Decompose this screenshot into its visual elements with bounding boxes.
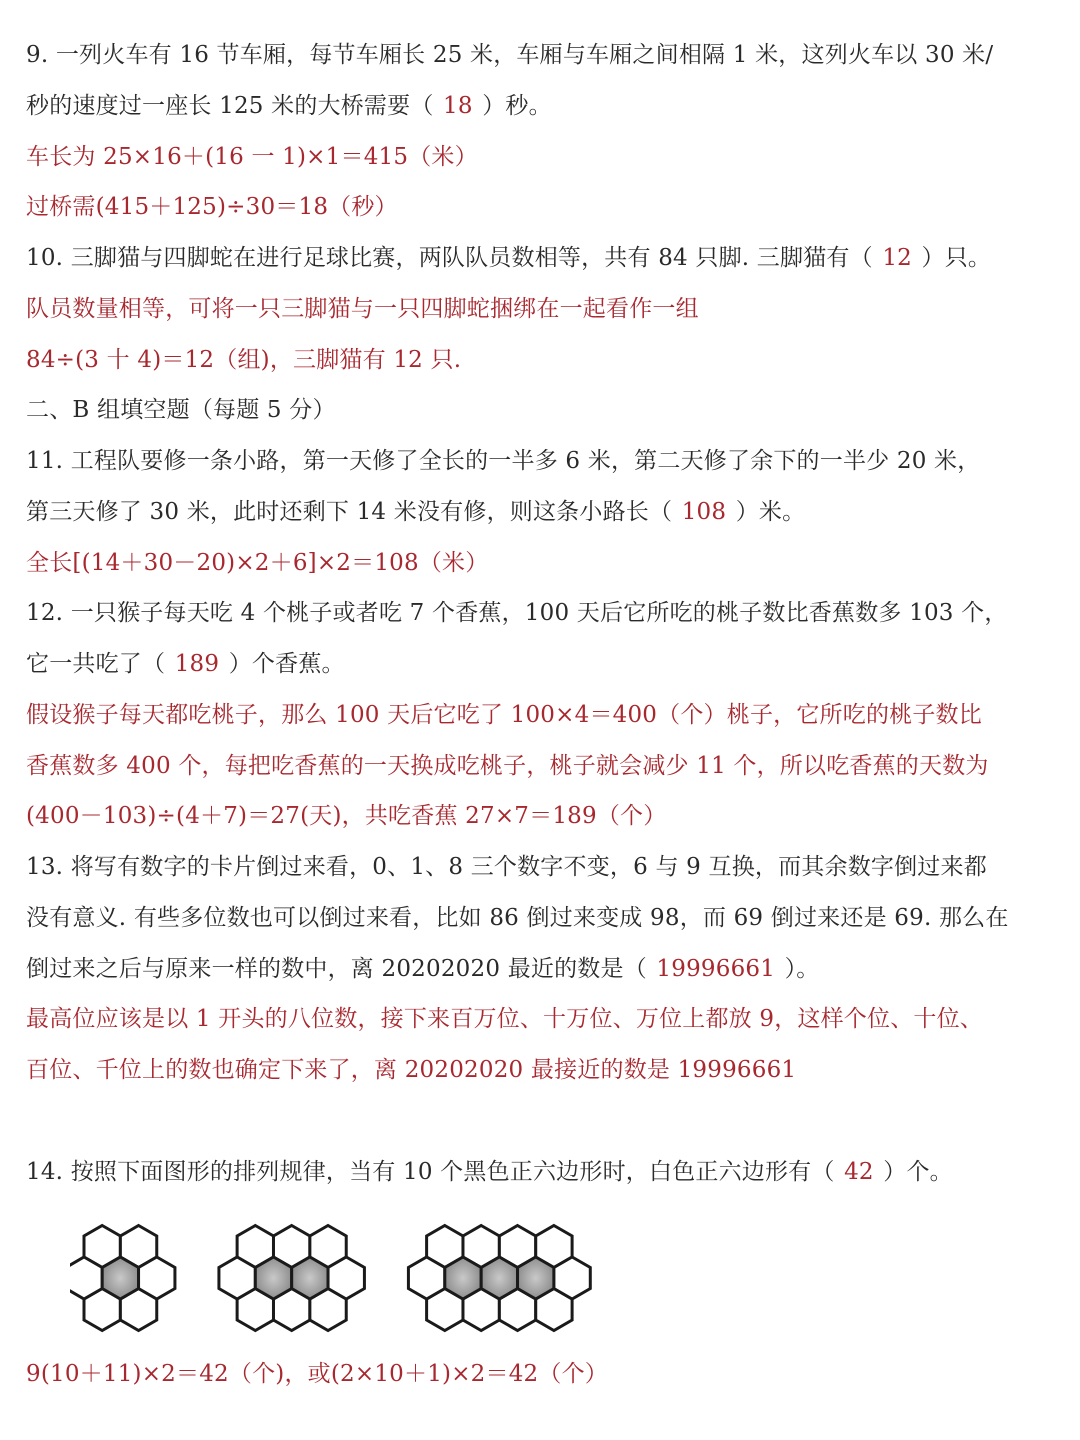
q12-solution-3: (400－103)÷(4＋7)＝27(天)，共吃香蕉 27×7＝189（个） xyxy=(26,803,667,829)
white-hexagon xyxy=(219,1257,255,1299)
q10-solution-2: 84÷(3 十 4)＝12（组)，三脚猫有 12 只. xyxy=(26,347,462,373)
q14-line1-post: ）个。 xyxy=(875,1159,953,1185)
black-hexagon xyxy=(255,1257,291,1299)
q11-line2 xyxy=(26,495,1072,529)
section-title: 二、B 组填空题（每题 5 分） xyxy=(26,397,336,423)
q9-solution-2: 过桥需(415＋125)÷30＝18（秒） xyxy=(26,194,398,220)
white-hexagon xyxy=(70,1257,102,1299)
black-hexagon xyxy=(445,1257,481,1299)
q14-answer: 42 xyxy=(844,1159,874,1185)
white-hexagon xyxy=(328,1257,364,1299)
q9-solution-1: 车长为 25×16＋(16 一 1)×1＝415（米） xyxy=(26,144,478,170)
q14-line1 xyxy=(26,1155,1072,1189)
q13-line3-post: ）。 xyxy=(777,956,820,982)
q12-line2-post: ）个香蕉。 xyxy=(221,651,345,677)
q11-solution-1: 全长[(14＋30－20)×2＋6]×2＝108（米） xyxy=(26,550,489,576)
q13-line3 xyxy=(26,952,1072,986)
q9-answer: 18 xyxy=(443,93,473,119)
q10-line1-post: ）只。 xyxy=(913,245,992,271)
q12-line2-pre: 它一共吃了（ xyxy=(26,651,173,677)
white-hexagon xyxy=(408,1257,444,1299)
q13-solution-1: 最高位应该是以 1 开头的八位数，接下来百万位、十万位、万位上都放 9，这样个位、十位、 xyxy=(26,1006,983,1032)
q9-line1: 9. 一列火车有 16 节车厢，每节车厢长 25 米，车厢与车厢之间相隔 1 米，这列火车以 30 米/ xyxy=(26,42,994,68)
q11-line2-post: ）米。 xyxy=(728,499,806,525)
q13-solution-2: 百位、千位上的数也确定下来了，离 20202020 最接近的数是 19996661 xyxy=(26,1057,797,1083)
q9-line2-post: ）秒。 xyxy=(474,93,552,119)
black-hexagon xyxy=(481,1257,517,1299)
q11-line2-pre: 第三天修了 30 米，此时还剩下 14 米没有修，则这条小路长（ xyxy=(26,499,680,525)
q13-answer: 19996661 xyxy=(656,956,776,982)
white-hexagon xyxy=(554,1257,590,1299)
black-hexagon xyxy=(102,1257,138,1299)
q13-line3-pre: 倒过来之后与原来一样的数中，离 20202020 最近的数是（ xyxy=(26,956,655,982)
q12-solution-2: 香蕉数多 400 个，每把吃香蕉的一天换成吃桃子，桃子就会减少 11 个，所以吃香蕉的天数为 xyxy=(26,753,989,779)
q12-line1: 12. 一只猴子每天吃 4 个桃子或者吃 7 个香蕉，100 天后它所吃的桃子数比香蕉数多 103 个， xyxy=(26,600,1008,626)
q12-line2 xyxy=(26,647,1072,681)
white-hexagon xyxy=(139,1257,175,1299)
q12-solution-1: 假设猴子每天都吃桃子，那么 100 天后它吃了 100×4＝400（个）桃子，它所吃的桃子数比 xyxy=(26,702,982,728)
black-hexagon xyxy=(518,1257,554,1299)
q14-line1-pre: 14. 按照下面图形的排列规律，当有 10 个黑色正六边形时，白色正六边形有（ xyxy=(26,1159,843,1185)
q14-solution-1: 9(10＋11)×2＝42（个)，或(2×10＋1)×2＝42（个） xyxy=(26,1361,608,1387)
q11-answer: 108 xyxy=(681,499,727,525)
q9-line2-pre: 秒的速度过一座长 125 米的大桥需要（ xyxy=(26,93,442,119)
q12-answer: 189 xyxy=(174,651,220,677)
q13-line2: 没有意义. 有些多位数也可以倒过来看，比如 86 倒过来变成 98，而 69 倒过来还是 69. 那么在 xyxy=(26,905,1009,931)
hexagon-pattern-figure xyxy=(70,1208,710,1348)
q10-answer: 12 xyxy=(882,245,912,271)
q10-line1-pre: 10. 三脚猫与四脚蛇在进行足球比赛，两队队员数相等，共有 84 只脚. 三脚猫有（ xyxy=(26,245,881,271)
q9-line2 xyxy=(26,89,1072,123)
black-hexagon xyxy=(292,1257,328,1299)
q13-line1: 13. 将写有数字的卡片倒过来看，0、1、8 三个数字不变，6 与 9 互换，而其余数字倒过来都 xyxy=(26,854,987,880)
q11-line1: 11. 工程队要修一条小路，第一天修了全长的一半多 6 米，第二天修了余下的一半少 20 米， xyxy=(26,448,981,474)
q10-solution-1: 队员数量相等，可将一只三脚猫与一只四脚蛇捆绑在一起看作一组 xyxy=(26,296,699,322)
q10-line1 xyxy=(26,241,1072,275)
